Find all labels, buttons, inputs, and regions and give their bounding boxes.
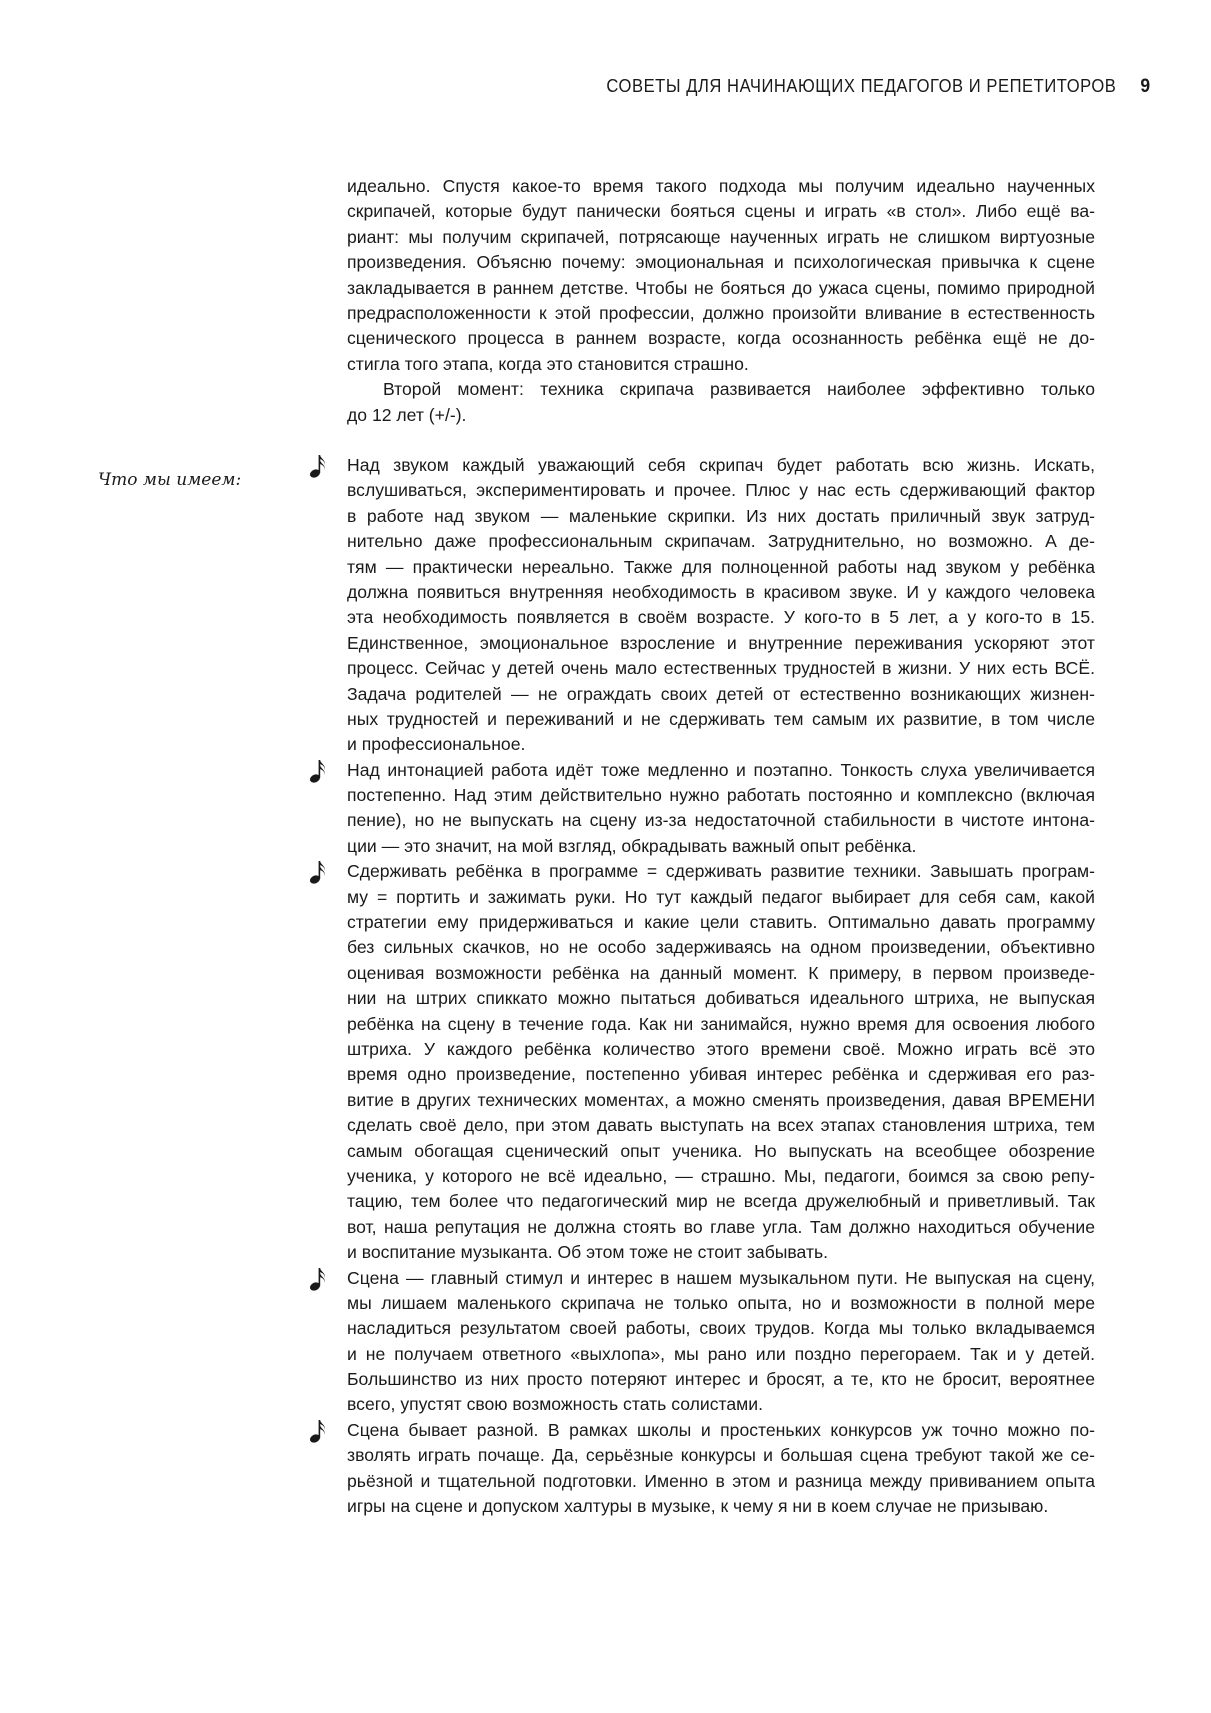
bullet-item [347, 1266, 1095, 1418]
text-line: нии на штрих спиккато можно пытаться добиваться идеального штриха, не выпуская [347, 988, 1095, 1009]
text-line: рьёзной и тщательной подготовки. Именно в этом и разница между прививанием опыта [347, 1470, 1095, 1491]
text-line: мы лишаем маленького скрипача не только опыта, но и возможности в полной мере [347, 1292, 1095, 1313]
text-line: постепенно. Над этим действительно нужно работать постоянно и комплексно (включая [347, 785, 1095, 806]
text-line: скрипачей, которые будут панически бояться сцены и играть «в стол». Либо ещё ва- [347, 201, 1095, 222]
text-line: Большинство из них просто потеряют интерес и бросят, а те, кто не бросит, вероятнее [347, 1369, 1095, 1390]
text-line: нительно даже профессиональным скрипачам. Затруднительно, но возможно. А де- [347, 531, 1095, 552]
text-line: процесс. Сейчас у детей очень мало естественных трудностей в жизни. У них есть ВСЁ. [347, 658, 1095, 679]
text-line: время одно произведение, постепенно убивая интерес ребёнка и сдерживая его раз- [347, 1064, 1095, 1085]
text-line: эта необходимость появляется в своём возрасте. У кого-то в 5 лет, а у кого-то в 15. [347, 607, 1095, 628]
sixteenth-note-icon [309, 454, 327, 478]
text-line: сделать своё дело, при этом давать выступать на всех этапах становления штриха, тем [347, 1115, 1095, 1136]
text-line: тям — практически нереально. Также для полноценной работы над звуком у ребёнка [347, 556, 1095, 577]
bullet-item [347, 859, 1095, 1265]
text-line: риант: мы получим скрипачей, потрясающе наученных играть не слишком виртуозные [347, 226, 1095, 247]
text-line: Задача родителей — не ограждать своих детей от естественно возникающих жизнен- [347, 683, 1095, 704]
running-title: СОВЕТЫ ДЛЯ НАЧИНАЮЩИХ ПЕДАГОГОВ И РЕПЕТИТОРОВ [606, 76, 1117, 96]
text-line: стигла того этапа, когда это становится страшно. [347, 353, 749, 374]
text-line: зволять играть почаще. Да, серьёзные конкурсы и большая сцена требуют такой же се- [347, 1445, 1095, 1466]
bullet-item [347, 758, 1095, 860]
text-line: ции — это значит, на мой взгляд, обкрадывать важный опыт ребёнка. [347, 835, 917, 856]
text-line: и профессиональное. [347, 734, 526, 755]
text-line: самым обогащая сценический опыт ученика. Но выпускать на всеобщее обозрение [347, 1140, 1095, 1161]
sixteenth-note-icon [309, 759, 327, 783]
text-line: ных трудностей и переживаний и не сдерживать тем самым их развитие, в том числе [347, 708, 1095, 729]
text-line: вот, наша репутация не должна стоять во главе угла. Там должно находиться обучение [347, 1216, 1095, 1237]
text-line: идеально. Спустя какое-то время такого подхода мы получим идеально наученных [347, 176, 1095, 196]
text-line: сценического процесса в раннем возрасте, когда осознанность ребёнка ещё не до- [347, 328, 1095, 349]
text-line: штриха. У каждого ребёнка количество этого времени своё. Можно играть всё это [347, 1038, 1095, 1059]
running-head [606, 76, 1151, 98]
intro-paragraphs [347, 174, 1095, 428]
text-line: ребёнка на сцену в течение года. Как ни занимайся, нужно время для освоения любого [347, 1013, 1095, 1034]
side-label: Что мы имеем: [98, 470, 242, 490]
bullet-list [347, 453, 1095, 1519]
text-line: Сцена бывает разной. В рамках школы и простеньких конкурсов уж точно можно по- [347, 1419, 1095, 1440]
text-line: должна появиться внутренняя необходимость в красивом звуке. И у каждого человека [347, 581, 1095, 602]
text-line: и воспитание музыканта. Об этом тоже не стоит забывать. [347, 1242, 829, 1263]
text-line: вслушиваться, экспериментировать и прочее. Плюс у нас есть сдерживающий фактор [347, 480, 1095, 501]
text-line: оценивая возможности ребёнка на данный момент. К примеру, в первом произведе- [347, 962, 1095, 983]
text-line: Сцена — главный стимул и интерес в нашем музыкальном пути. Не выпуская на сцену, [347, 1267, 1095, 1288]
page-number: 9 [1140, 76, 1151, 97]
text-line: закладывается в раннем детстве. Чтобы не бояться до ужаса сцены, помимо природной [347, 277, 1095, 298]
bullet-item [347, 1418, 1095, 1520]
text-line: Второй момент: техника скрипача развивается наиболее эффективно только [383, 379, 1095, 400]
text-line: Над звуком каждый уважающий себя скрипач будет работать всю жизнь. Искать, [347, 455, 1095, 475]
sixteenth-note-icon [309, 1267, 327, 1291]
text-line: му = портить и зажимать руки. Но тут каждый педагог выбирает для себя сам, какой [347, 886, 1095, 907]
text-line: в работе над звуком — маленькие скрипки. Из них достать приличный звук затруд- [347, 505, 1095, 526]
text-line: всего, упустят свою возможность стать солистами. [347, 1394, 763, 1415]
sixteenth-note-icon [309, 1419, 327, 1443]
text-line: Единственное, эмоциональное взросление и внутренние переживания ускоряют этот [347, 632, 1095, 653]
text-line: произведения. Объясню почему: эмоциональная и психологическая привычка к сцене [347, 252, 1095, 273]
text-line: без сильных скачков, но не особо задерживаясь на одном произведении, объективно [347, 937, 1095, 958]
text-line: ученика, у которого не всё идеально, — страшно. Мы, педагоги, боимся за свою репу- [347, 1165, 1095, 1186]
bullet-item [347, 453, 1095, 758]
text-line: пение), но не выпускать на сцену из-за недостаточной стабильности в чистоте интона- [347, 810, 1095, 831]
text-line: игры на сцене и допуском халтуры в музыке, к чему я ни в коем случае не призываю. [347, 1496, 1049, 1517]
sixteenth-note-icon [309, 860, 327, 884]
text-line: до 12 лет (+/-). [347, 404, 467, 425]
text-line: предрасположенности к этой профессии, должно произойти вливание в естественность [347, 302, 1095, 323]
text-line: витие в других технических моментах, а можно сменять произведения, давая ВРЕМЕНИ [347, 1089, 1095, 1110]
text-line: Над интонацией работа идёт тоже медленно и поэтапно. Тонкость слуха увеличивается [347, 759, 1095, 780]
text-line: тацию, тем более что педагогический мир не всегда дружелюбный и приветливый. Так [347, 1191, 1095, 1212]
text-line: стратегии ему придерживаться и какие цели ставить. Оптимально давать программу [347, 912, 1095, 933]
text-line: насладиться результатом своей работы, своих трудов. Когда мы только вкладываемся [347, 1318, 1095, 1339]
text-line: Сдерживать ребёнка в программе = сдерживать развитие техники. Завышать програм- [347, 861, 1095, 882]
text-line: и не получаем ответного «выхлопа», мы рано или поздно перегораем. Так и у детей. [347, 1343, 1095, 1364]
